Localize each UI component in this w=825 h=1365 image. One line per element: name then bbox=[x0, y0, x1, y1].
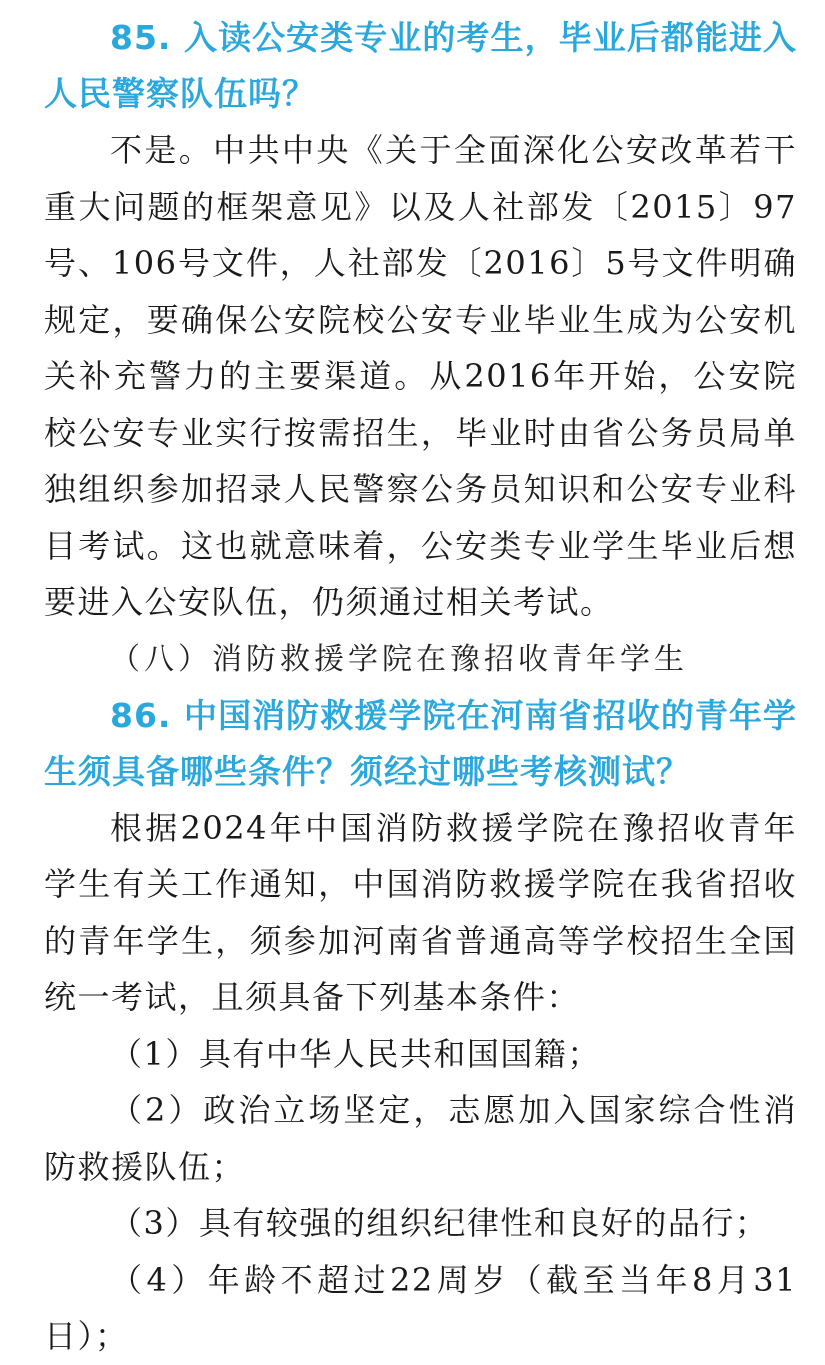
condition-item-3: （3）具有较强的组织纪律性和良好的品行； bbox=[110, 1204, 769, 1242]
question-86-answer: 根据2024年中国消防救援学院在豫招收青年学生有关工作通知，中国消防救援学院在我省招收的青年学生，须参加河南省普通高等学校招生全国统一考试，且须具备下列基本条件： bbox=[44, 808, 797, 1016]
question-85-answer: 不是。中共中央《关于全面深化公安改革若干重大问题的框架意见》以及人社部发〔2015〕97号、106号文件，人社部发〔2016〕5号文件明确规定，要确保公安院校公安专业毕业生成为公安机关补充警力的主要渠道。从2016年开始，公安院校公安专业实行按需招生，毕业时由省公务员局单独组织参加招录人民警察公务员知识和公安专业科目考试。这也就意味着，公安类专业学生毕业后想要进入公安队伍，仍须通过相关考试。 bbox=[44, 131, 797, 621]
question-86-title: 86. 中国消防救援学院在河南省招收的青年学生须具备哪些条件？须经过哪些考核测试？ bbox=[44, 695, 797, 791]
condition-item-4: （4）年龄不超过22周岁（截至当年8月31日）； bbox=[44, 1260, 797, 1355]
question-85-title: 85. 入读公安类专业的考生，毕业后都能进入人民警察队伍吗？ bbox=[44, 18, 797, 113]
condition-item-1: （1）具有中华人民共和国国籍； bbox=[110, 1034, 601, 1073]
condition-item-2: （2）政治立场坚定，志愿加入国家综合性消防救援队伍； bbox=[44, 1091, 797, 1186]
section-8-heading: （八）消防救援学院在豫招收青年学生 bbox=[110, 641, 688, 677]
